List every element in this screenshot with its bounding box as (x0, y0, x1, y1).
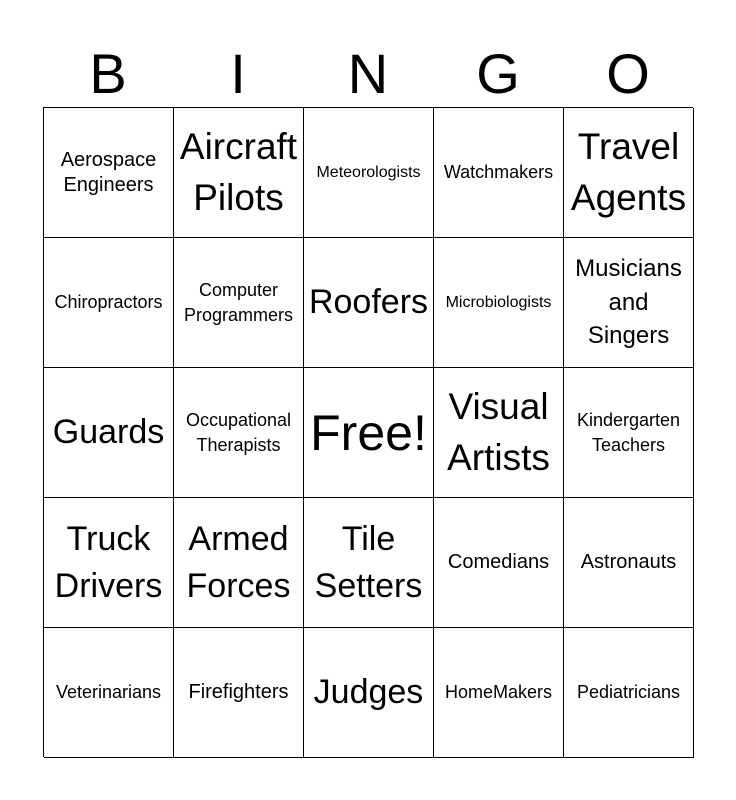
cell-label: Watchmakers (443, 162, 554, 183)
bingo-cell[interactable] (174, 498, 304, 628)
cell-label: HomeMakers (444, 682, 553, 703)
bingo-cell[interactable] (44, 368, 174, 498)
header-letter-i: I (230, 42, 246, 105)
bingo-cell[interactable] (174, 628, 304, 758)
cell-label: Judges (313, 673, 424, 712)
cell-label: Comedians (447, 551, 550, 573)
bingo-cell[interactable] (174, 108, 304, 238)
cell-label: Visual Artists (447, 385, 550, 478)
bingo-cell[interactable] (174, 368, 304, 498)
cell-label: Musicians and Singers (575, 255, 682, 350)
bingo-cell[interactable] (304, 628, 434, 758)
cell-label: Veterinarians (55, 682, 162, 703)
bingo-cell[interactable] (44, 628, 174, 758)
bingo-cell[interactable] (174, 238, 304, 368)
cell-label: Truck Drivers (54, 519, 163, 605)
cell-label: Pediatricians (576, 682, 681, 703)
bingo-cell[interactable] (44, 498, 174, 628)
bingo-cell[interactable] (44, 238, 174, 368)
bingo-board (43, 107, 693, 757)
cell-label: Occupational Therapists (185, 410, 292, 455)
bingo-cell[interactable] (44, 108, 174, 238)
cell-label: Armed Forces (186, 519, 291, 605)
cell-label: Roofers (308, 283, 429, 322)
bingo-cell[interactable] (434, 368, 564, 498)
cell-label: Aircraft Pilots (179, 125, 298, 218)
bingo-cell[interactable] (434, 238, 564, 368)
header-letter-n: N (347, 42, 389, 105)
bingo-cell[interactable] (564, 628, 694, 758)
bingo-cell[interactable] (304, 498, 434, 628)
header-letter-o: O (606, 42, 650, 105)
bingo-cell[interactable] (564, 108, 694, 238)
bingo-cell[interactable] (434, 628, 564, 758)
free-space-label: Free! (310, 404, 427, 461)
cell-label: Travel Agents (570, 125, 687, 218)
cell-label: Tile Setters (314, 519, 423, 605)
cell-label: Meteorologists (316, 163, 421, 181)
bingo-cell[interactable] (304, 238, 434, 368)
cell-label: Kindergarten Teachers (576, 410, 681, 455)
cell-label: Microbiologists (445, 293, 552, 311)
bingo-cell[interactable] (304, 108, 434, 238)
cell-label: Astronauts (580, 551, 677, 573)
cell-label: Firefighters (188, 681, 289, 703)
header-letter-g: G (476, 42, 520, 105)
cell-label: Computer Programmers (183, 280, 294, 325)
bingo-cell[interactable] (434, 498, 564, 628)
bingo-cell[interactable] (564, 238, 694, 368)
bingo-cell[interactable] (434, 108, 564, 238)
header-letter-b: B (89, 42, 127, 105)
bingo-header (43, 40, 693, 108)
cell-label: Guards (52, 413, 165, 452)
bingo-cell[interactable] (564, 498, 694, 628)
free-space-cell[interactable] (304, 368, 434, 498)
cell-label: Chiropractors (54, 292, 163, 313)
cell-label: Aerospace Engineers (60, 148, 157, 196)
bingo-cell[interactable] (564, 368, 694, 498)
